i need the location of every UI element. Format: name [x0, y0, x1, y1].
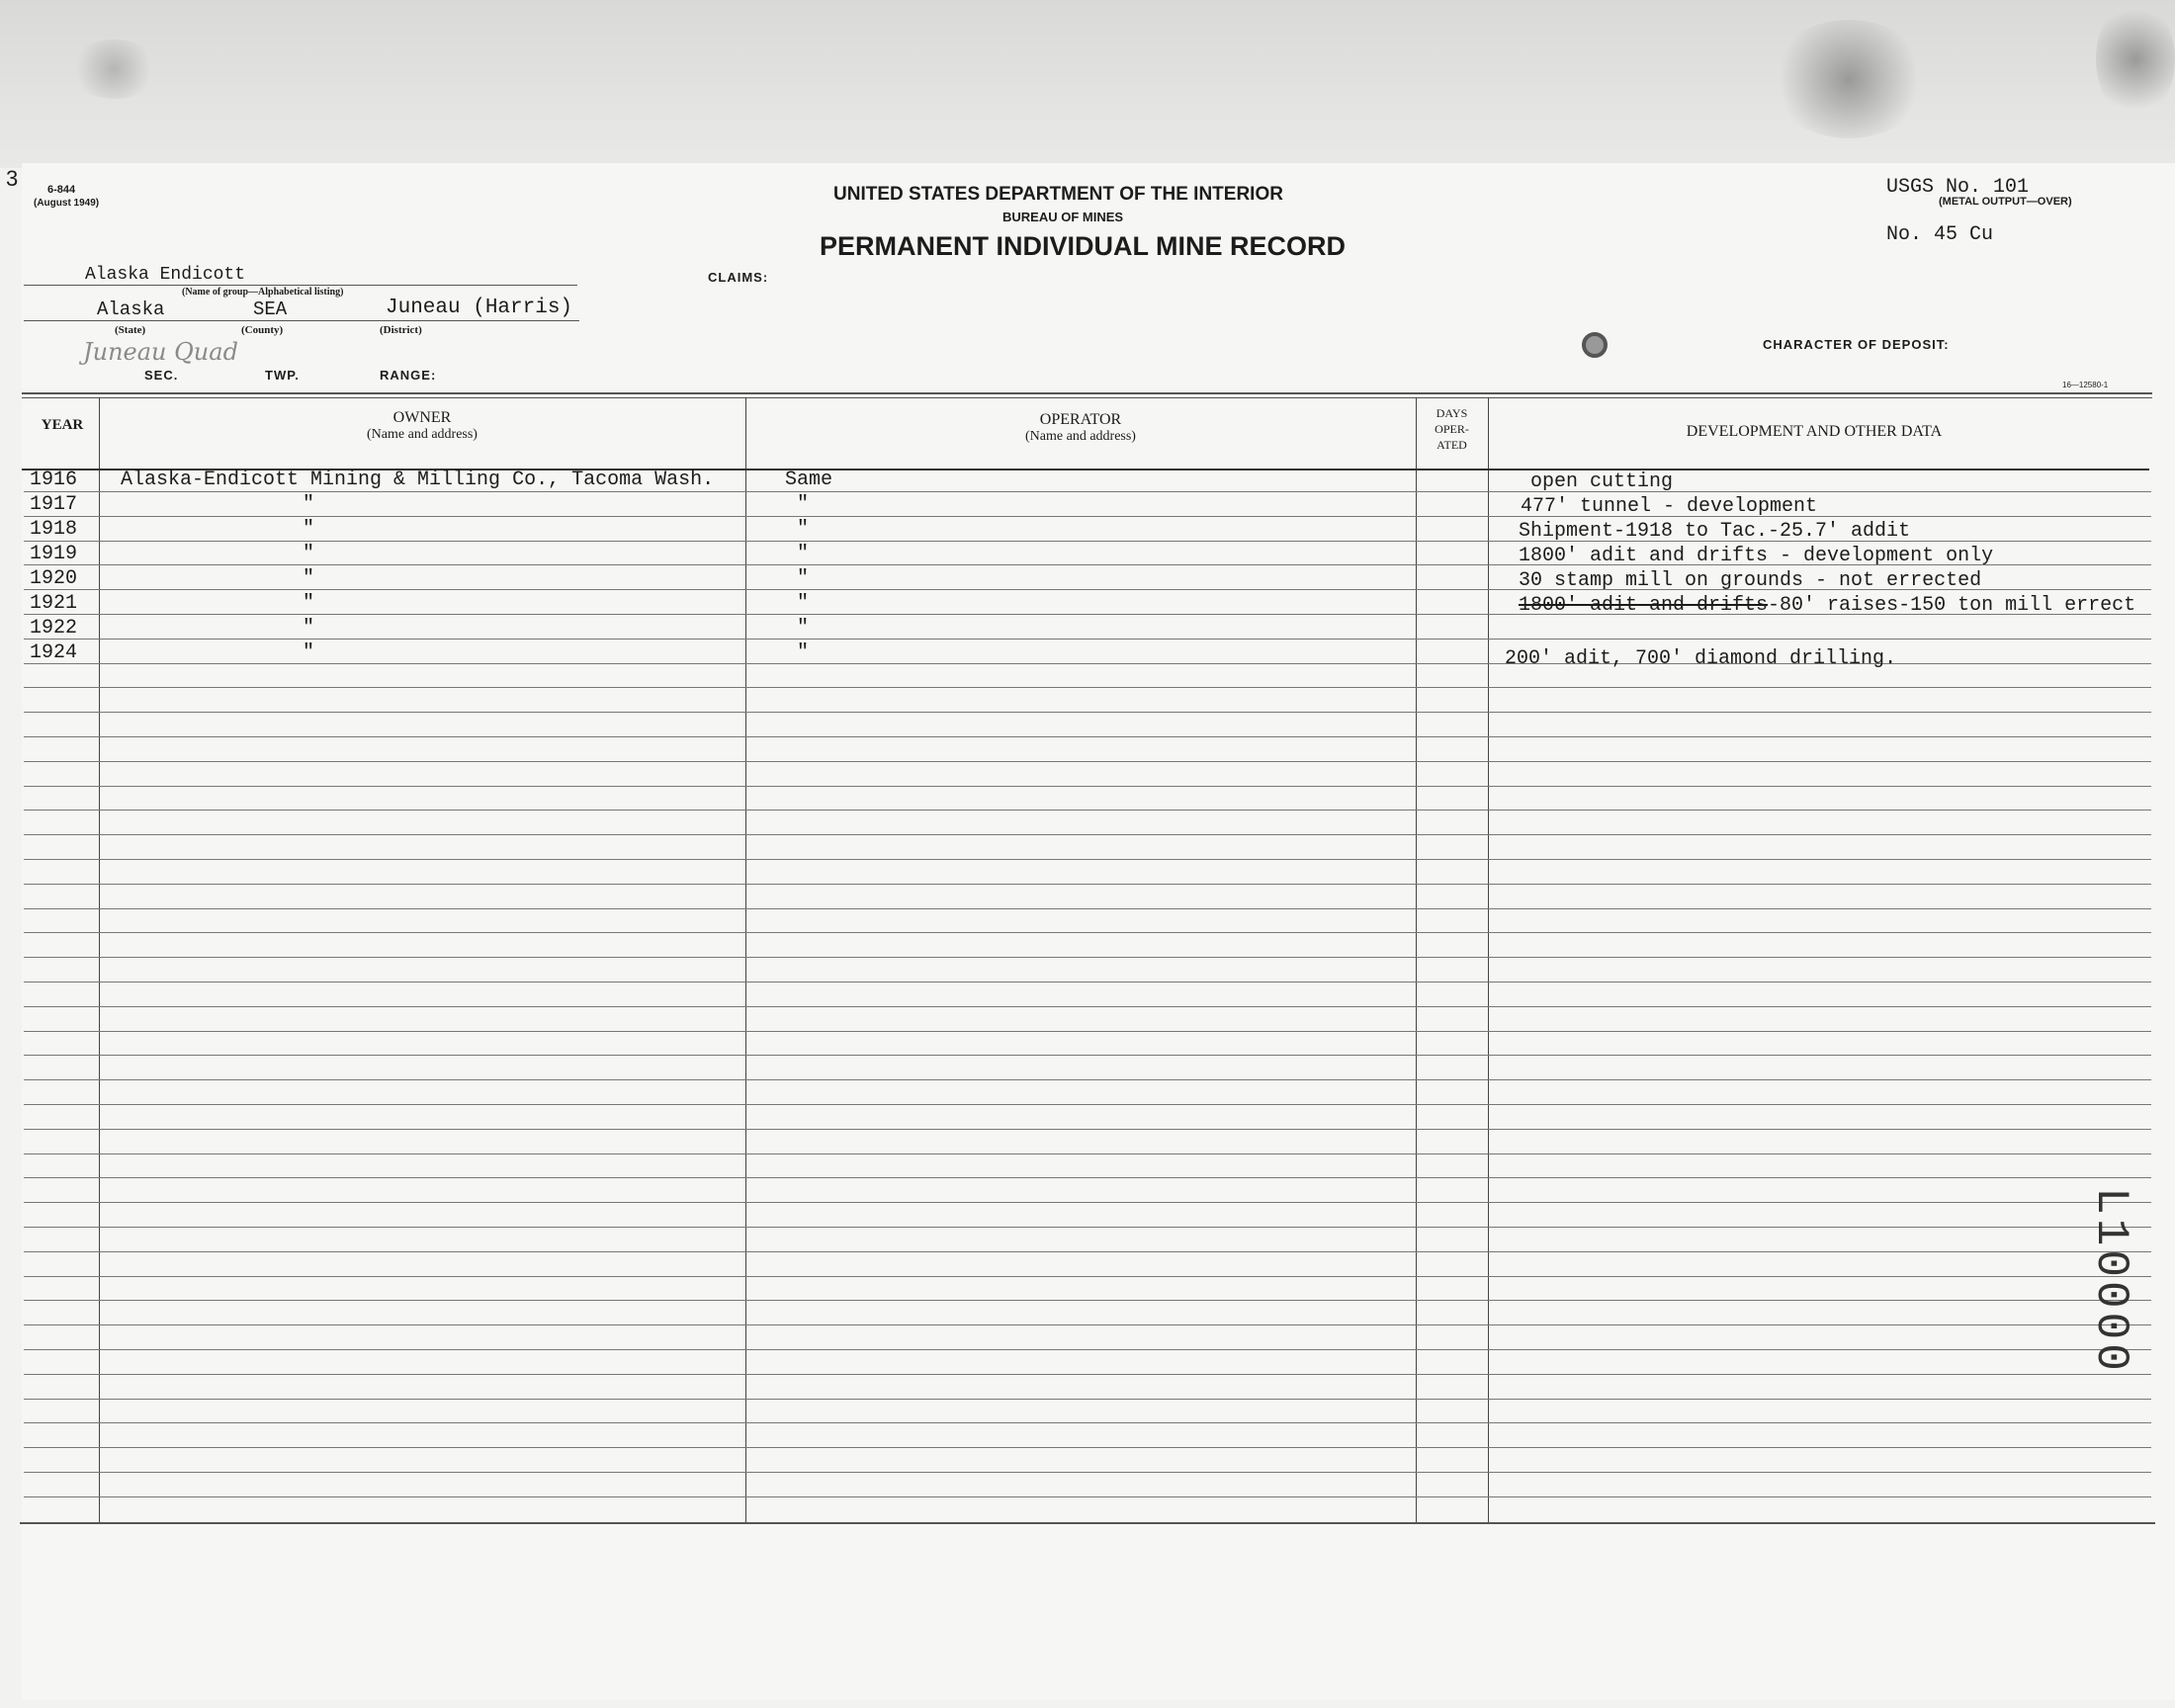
ruled-line: [24, 491, 2151, 492]
header-days-line: ATED: [1436, 438, 1467, 452]
row-operator: ": [797, 567, 810, 590]
record-number: No. 45 Cu: [1886, 223, 1994, 246]
row-operator: ": [797, 592, 810, 615]
sec-label: SEC.: [144, 368, 179, 383]
state-value: Alaska: [97, 299, 165, 320]
header-year: YEAR: [41, 417, 84, 433]
table-bottom-rule: [20, 1522, 2155, 1524]
row-development: 477' tunnel - development: [1521, 495, 1818, 518]
ruled-line: [24, 687, 2151, 688]
row-owner: ": [303, 592, 315, 615]
ruled-line: [24, 639, 2151, 640]
scan-smudge: [69, 40, 158, 99]
corner-mark: 3: [6, 166, 19, 191]
ruled-line: [24, 1079, 2151, 1080]
ruled-line: [24, 1349, 2151, 1350]
table-top-rule: [22, 392, 2152, 394]
header-operator-label: OPERATOR: [1039, 411, 1122, 428]
ruled-line: [24, 908, 2151, 909]
row-year: 1916: [30, 469, 78, 491]
claims-label: CLAIMS:: [708, 270, 769, 285]
row-year: 1921: [30, 592, 78, 615]
header-operator-sub: (Name and address): [1025, 429, 1136, 444]
row-development: open cutting: [1530, 470, 1674, 493]
row-owner: ": [303, 567, 315, 590]
row-owner: ": [303, 641, 315, 664]
row-operator: ": [797, 641, 810, 664]
row-year: 1917: [30, 493, 78, 516]
row-year: 1918: [30, 518, 78, 541]
character-of-deposit-label: CHARACTER OF DEPOSIT:: [1763, 337, 1950, 352]
ruled-line: [24, 1422, 2151, 1423]
ruled-line: [24, 1251, 2151, 1252]
twp-label: TWP.: [265, 368, 300, 383]
rule: [24, 320, 579, 321]
row-owner: ": [303, 543, 315, 565]
ruled-line: [24, 884, 2151, 885]
row-owner: ": [303, 617, 315, 640]
column-divider: [99, 397, 100, 1522]
table-top-rule: [22, 397, 2152, 398]
department-heading: UNITED STATES DEPARTMENT OF THE INTERIOR: [833, 184, 1283, 205]
row-owner: ": [303, 493, 315, 516]
ruled-line: [24, 932, 2151, 933]
county-value: SEA: [253, 299, 288, 320]
page-title: PERMANENT INDIVIDUAL MINE RECORD: [820, 231, 1347, 261]
ruled-line: [24, 810, 2151, 811]
header-days-line: DAYS: [1436, 406, 1468, 420]
row-year: 1920: [30, 567, 78, 590]
row-owner: Alaska-Endicott Mining & Milling Co., Tacoma Wash.: [121, 469, 715, 491]
usgs-number: USGS No. 101: [1886, 176, 2030, 199]
ruled-line: [24, 1153, 2151, 1154]
ruled-line: [24, 736, 2151, 737]
row-development-text: -80' raises-150 ton mill errect: [1768, 594, 2136, 617]
ruled-line: [24, 1374, 2151, 1375]
handwritten-quad: Juneau Quad: [83, 338, 238, 366]
row-year: 1922: [30, 617, 78, 640]
header-development: DEVELOPMENT AND OTHER DATA: [1686, 423, 1943, 440]
form-number: 6-844: [47, 184, 76, 196]
row-development: [1519, 594, 2151, 617]
form-date: (August 1949): [34, 198, 100, 209]
row-owner: ": [303, 518, 315, 541]
column-divider: [1488, 397, 1489, 1522]
header-days-operated: [1416, 405, 1488, 453]
ruled-line: [24, 1276, 2151, 1277]
ruled-line: [24, 1006, 2151, 1007]
row-operator: Same: [785, 469, 833, 491]
group-caption: (Name of group—Alphabetical listing): [182, 287, 344, 298]
metal-output-note: (METAL OUTPUT—OVER): [1939, 196, 2072, 208]
rule: [24, 285, 577, 286]
row-operator: ": [797, 518, 810, 541]
header-owner-label: OWNER: [392, 409, 452, 426]
header-owner: [99, 409, 745, 443]
range-label: RANGE:: [380, 368, 437, 383]
vertical-stamp: L10000: [2084, 1187, 2136, 1375]
ruled-line: [24, 712, 2151, 713]
ruled-line: [24, 834, 2151, 835]
state-caption: (State): [115, 324, 146, 336]
ruled-line: [24, 1472, 2151, 1473]
ruled-line: [24, 1324, 2151, 1325]
row-year: 1924: [30, 641, 78, 664]
header-operator: [745, 411, 1416, 445]
district-value: Juneau (Harris): [386, 297, 573, 319]
ruled-line: [24, 786, 2151, 787]
ruled-line: [24, 761, 2151, 762]
row-operator: ": [797, 543, 810, 565]
bureau-heading: BUREAU OF MINES: [1002, 210, 1124, 224]
ruled-line: [24, 1202, 2151, 1203]
struck-text: 1800' adit and drifts: [1519, 594, 1769, 617]
column-divider: [745, 397, 746, 1522]
row-development: 30 stamp mill on grounds - not errected: [1519, 569, 1982, 592]
ruled-line: [24, 1447, 2151, 1448]
ruled-line: [24, 1104, 2151, 1105]
row-development: Shipment-1918 to Tac.-25.7' addit: [1519, 520, 1911, 543]
scan-smudge: [2096, 0, 2175, 119]
ruled-line: [24, 1031, 2151, 1032]
district-caption: (District): [380, 324, 422, 336]
ruled-line: [24, 1300, 2151, 1301]
ruled-line: [24, 1227, 2151, 1228]
ruled-line: [24, 1496, 2151, 1497]
scan-smudge: [1770, 20, 1928, 138]
header-days-line: OPER-: [1435, 422, 1469, 436]
ruled-line: [24, 1129, 2151, 1130]
row-operator: ": [797, 493, 810, 516]
print-code: 16—12580-1: [2062, 381, 2109, 389]
county-caption: (County): [241, 324, 284, 336]
ruled-line: [24, 1399, 2151, 1400]
column-divider: [1416, 397, 1417, 1522]
row-development: 1800' adit and drifts - development only: [1519, 545, 1994, 567]
punch-hole: [1582, 332, 1608, 358]
header-owner-sub: (Name and address): [367, 427, 478, 442]
row-operator: ": [797, 617, 810, 640]
ruled-line: [24, 957, 2151, 958]
ruled-line: [24, 516, 2151, 517]
ruled-line: [24, 1055, 2151, 1056]
group-name: Alaska Endicott: [85, 265, 246, 285]
ruled-line: [24, 1177, 2151, 1178]
row-development: 200' adit, 700' diamond drilling.: [1505, 647, 1897, 670]
ruled-line: [24, 859, 2151, 860]
row-year: 1919: [30, 543, 78, 565]
